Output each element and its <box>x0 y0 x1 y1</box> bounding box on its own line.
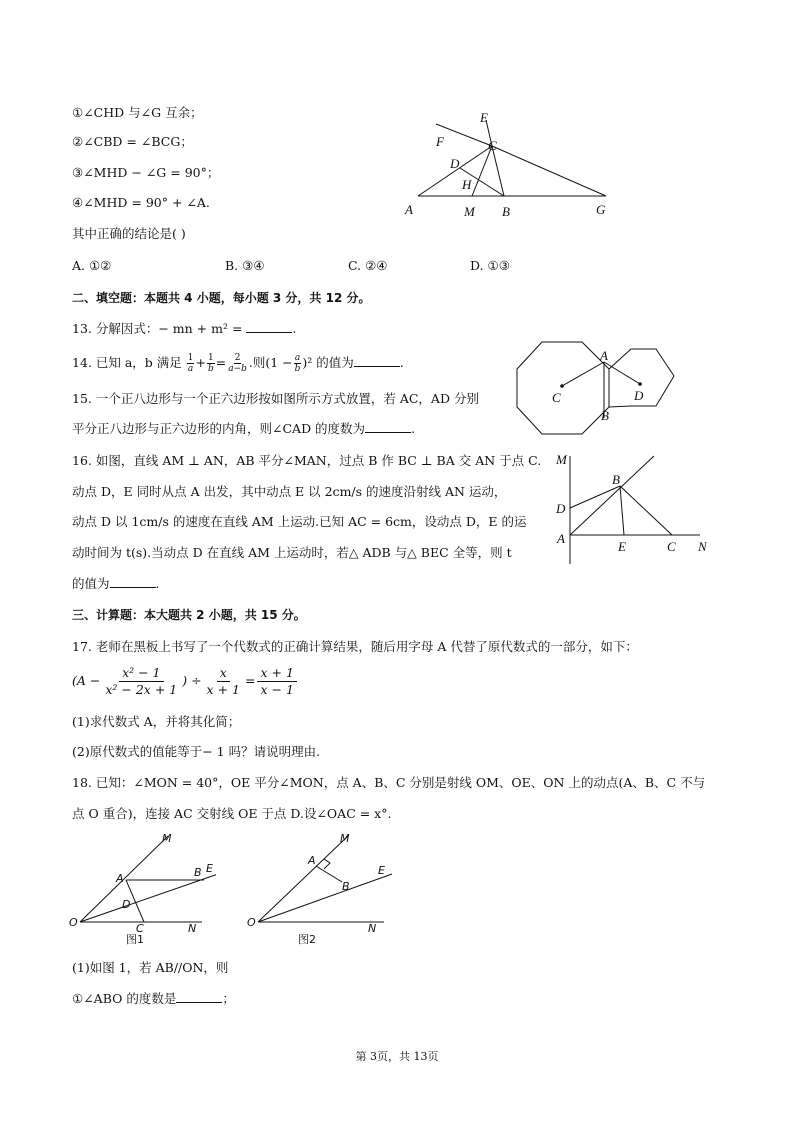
section-3-heading: 三、计算题：本大题共 2 小题，共 15 分。 <box>72 608 306 622</box>
q14-fraction-3: $\frac{a}{b}$ <box>294 353 301 374</box>
q13-end: . <box>292 321 297 336</box>
q12-triangle-figure <box>400 108 615 223</box>
fig1-label: N <box>188 922 197 935</box>
q17-part-1: (1)求代数式 A，并将其化简； <box>72 714 241 729</box>
q12-option-c: C. ②④ <box>348 258 388 273</box>
q15-line-2: 平分正八边形与正六边形的内角，则∠CAD 的度数为 . <box>72 421 416 436</box>
q12-label: G <box>596 202 606 217</box>
q18-part-1a: ①∠ABO 的度数是 ； <box>72 991 235 1006</box>
q13-answer-blank <box>246 320 292 333</box>
q16-label: C <box>667 539 676 554</box>
q13-text: 13. 分解因式：− mn + m² = <box>72 321 243 336</box>
fig1-label: O <box>69 916 78 929</box>
q14-text: 14. 已知 a，b 满足 <box>72 355 182 370</box>
q17-fraction-3: $\frac{x + 1}{x - 1}$ <box>257 665 296 698</box>
q16-line-4: 动时间为 t(s).当动点 D 在直线 AM 上运动时，若△ ADB 与△ BEC 全等，则 t <box>72 545 512 560</box>
fig2-label: M <box>340 832 350 845</box>
q12-label: C <box>488 138 497 153</box>
q12-label: D <box>450 156 460 171</box>
q12-label: E <box>480 110 488 125</box>
q14: 14. 已知 a，b 满足 $\frac{1}{a}$ + $\frac{1}{b}$ = $\frac{2}{a-b}$ .则(1 − $\frac{a}{b}$ )² 的值为 . <box>72 353 404 374</box>
fig2-label: E <box>378 864 385 877</box>
q12-item-1: ①∠CHD 与∠G 互余； <box>72 105 203 120</box>
fig2-caption: 图2 <box>298 933 316 946</box>
q18-figure-2 <box>244 828 414 948</box>
q16-label: B <box>612 472 620 487</box>
q12-item-4: ④∠MHD = 90° + ∠A. <box>72 195 210 210</box>
q12-label: B <box>502 204 510 219</box>
fig2-label: A <box>308 854 316 867</box>
q16-line-2: 动点 D，E 同时从点 A 出发，其中动点 E 以 2cm/s 的速度沿射线 AN 运动， <box>72 484 507 499</box>
q15-label: B <box>601 408 609 423</box>
q13 <box>72 320 296 338</box>
q12-label: M <box>464 204 475 219</box>
q15-line-1: 15. 一个正八边形与一个正六边形按如图所示方式放置，若 AC，AD 分别 <box>72 391 479 406</box>
q12-option-d: D. ①③ <box>470 258 510 273</box>
fig1-label: D <box>122 898 131 911</box>
q12-label: H <box>462 177 472 192</box>
q17-fraction-1: $\frac{\text{x² − 1}}{\text{x² − 2x + 1}}$ <box>105 664 178 697</box>
q12-item-2: ②∠CBD = ∠BCG； <box>72 134 193 149</box>
fig1-label: C <box>136 922 144 935</box>
q16-line-5: 的值为 . <box>72 576 160 591</box>
q15-label: A <box>600 348 608 363</box>
fig2-label: O <box>247 916 256 929</box>
q16-label: E <box>618 539 626 554</box>
q17-fraction-2: $\frac{x}{x + 1}$ <box>206 664 240 697</box>
q14-answer-blank <box>354 354 400 367</box>
q17-line-1: 17. 老师在黑板上书写了一个代数式的正确计算结果，随后用字母 A 代替了原代数式的一部分，如下： <box>72 639 638 654</box>
q18-line-2: 点 O 重合)，连接 AC 交射线 OE 于点 D.设∠OAC = x°. <box>72 806 392 821</box>
q18-answer-blank <box>176 990 222 1003</box>
q16-label: M <box>556 452 567 467</box>
q17-part-2: (2)原代数式的值能等于− 1 吗？请说明理由. <box>72 744 321 759</box>
q18-part-1: (1)如图 1，若 AB//ON，则 <box>72 960 229 975</box>
fig1-label: A <box>116 872 124 885</box>
q16-line-1: 16. 如图，直线 AM ⊥ AN，AB 平分∠MAN，过点 B 作 BC ⊥ BA 交 AN 于点 C. <box>72 453 542 468</box>
q16-figure <box>548 448 718 568</box>
q15-answer-blank <box>365 420 411 433</box>
q16-answer-blank <box>110 575 156 588</box>
q16-label: D <box>556 501 566 516</box>
fig1-caption: 图1 <box>126 933 144 946</box>
q15-polygon-figure <box>512 336 692 436</box>
q17-formula: (A − $\frac{\text{x² − 1}}{\text{x² − 2x + 1}}$ ) ÷ $\frac{x}{x + 1}$ = $\frac{x + 1}{x - 1}$ <box>72 664 299 698</box>
q14-fraction-1a: $\frac{1}{a}$ <box>187 353 194 374</box>
q16-line-3: 动点 D 以 1cm/s 的速度在直线 AM 上运动.已知 AC = 6cm，设动点 D，E 的运 <box>72 514 527 529</box>
fig1-label: B <box>194 866 202 879</box>
q12-label: F <box>436 134 444 149</box>
q18-line-1: 18. 已知：∠MON = 40°，OE 平分∠MON，点 A、B、C 分别是射线 OM、OE、ON 上的动点(A、B、C 不与 <box>72 775 706 790</box>
page-footer: 第 3页，共 13页 <box>355 1050 439 1063</box>
q15-label: D <box>634 388 644 403</box>
q12-option-a: A. ①② <box>72 258 112 273</box>
q12-label: A <box>405 202 413 217</box>
q12-option-b: B. ③④ <box>225 258 265 273</box>
q12-question: 其中正确的结论是( ) <box>72 226 186 241</box>
fig1-label: E <box>206 862 213 875</box>
q16-label: A <box>557 531 565 546</box>
fig2-label: N <box>368 922 377 935</box>
q16-label: N <box>698 539 707 554</box>
fig2-label: B <box>342 880 350 893</box>
q18-figure-1 <box>66 828 216 948</box>
q15-label: C <box>552 390 561 405</box>
section-2-heading: 二、填空题：本题共 4 小题，每小题 3 分，共 12 分。 <box>72 291 371 305</box>
q12-item-3: ③∠MHD − ∠G = 90°； <box>72 165 220 180</box>
q14-fraction-2: $\frac{2}{a-b}$ <box>228 353 247 374</box>
fig1-label: M <box>162 832 172 845</box>
q14-fraction-1b: $\frac{1}{b}$ <box>207 353 214 374</box>
